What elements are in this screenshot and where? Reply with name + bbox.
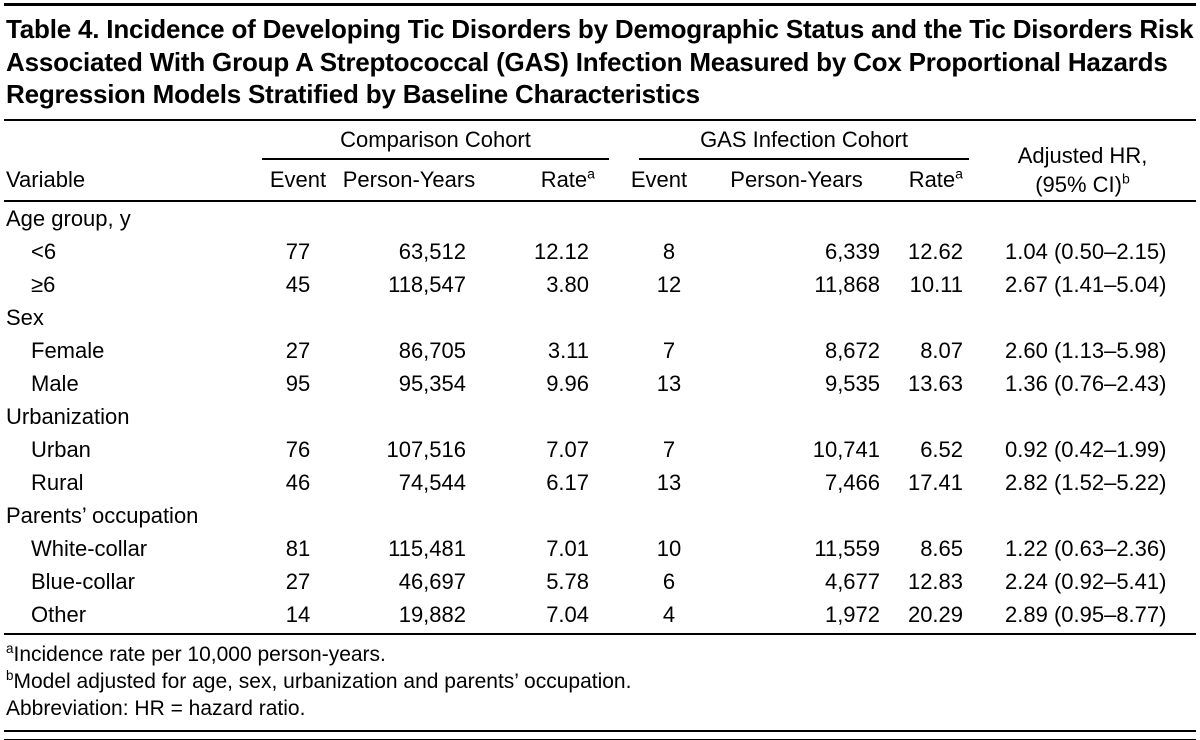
section-row-age-group	[4, 201, 1196, 235]
comparison-person-years-cell: 107,516	[386, 436, 466, 462]
gas-rate-cell: 6.52	[920, 436, 964, 462]
variable-cell: Other	[4, 598, 262, 634]
gas-person-years-cell: 1,972	[709, 598, 884, 634]
gas-cohort-label: GAS Infection Cohort	[639, 127, 969, 160]
comparison-cohort-label: Comparison Cohort	[262, 127, 609, 160]
gas-event-cell: 13	[656, 469, 682, 495]
adjusted-hr-header	[969, 122, 1196, 201]
footnote-a-marker: a	[955, 165, 964, 182]
footnote-a-marker: a	[587, 165, 596, 182]
variable-cell: ≥6	[31, 271, 56, 297]
table-row-other	[4, 598, 1196, 634]
gas-person-years-cell: 6,339	[824, 238, 881, 264]
rate-text: Rate	[540, 166, 588, 192]
gas-event-cell: 4	[609, 598, 709, 634]
comparison-person-years-cell: 74,544	[398, 469, 466, 495]
gas-rate-cell: 20.29	[884, 598, 969, 634]
gas-rate-cell: 12.62	[907, 238, 964, 264]
comparison-person-years-cell: 19,882	[334, 598, 484, 634]
gas-rate-header	[884, 160, 969, 201]
section-label: Urbanization	[6, 403, 130, 429]
comparison-person-years-cell: 86,705	[398, 337, 466, 363]
comparison-rate-cell: 7.01	[546, 535, 590, 561]
hr-ci-cell: 2.67 (1.41–5.04)	[1005, 271, 1167, 297]
hr-ci-cell: 0.92 (0.42–1.99)	[1005, 436, 1167, 462]
hr-ci-cell: 2.89 (0.95–8.77)	[969, 598, 1196, 634]
section-label: Parents’ occupation	[6, 502, 199, 528]
adjusted-hr-ci-text: (95% CI)	[1035, 171, 1122, 197]
comparison-event-cell: 45	[285, 271, 311, 297]
variable-cell: Rural	[31, 469, 84, 495]
table-row-male	[4, 367, 1196, 400]
empty-header-cell	[4, 122, 262, 160]
comparison-person-years-cell: 63,512	[398, 238, 466, 264]
table-footnotes	[4, 635, 1196, 733]
footnote-b-text: Model adjusted for age, sex, urbanization and parents’ occupation.	[13, 669, 632, 693]
comparison-rate-header	[484, 160, 609, 201]
comparison-event-cell: 81	[285, 535, 311, 561]
adjusted-hr-line1: Adjusted HR,	[1017, 143, 1148, 169]
gas-person-years-cell: 9,535	[824, 370, 881, 396]
table-title: Table 4. Incidence of Developing Tic Disorders by Demographic Status and the Tic Disorders Risk Associated With Group A Streptococcal (GAS) Infection Measured by Cox Proportional Hazards Regression Models Stratified by Baseline Characteristics	[4, 6, 1196, 121]
gas-rate-cell: 10.11	[909, 271, 964, 297]
table-row-urban	[4, 433, 1196, 466]
comparison-rate-cell: 3.80	[546, 271, 590, 297]
comparison-event-cell: 95	[285, 370, 311, 396]
abbreviation-note: Abbreviation: HR = hazard ratio.	[6, 697, 306, 721]
gas-person-years-cell: 7,466	[824, 469, 881, 495]
table-row-white-collar	[4, 532, 1196, 565]
table-header	[4, 122, 1196, 201]
comparison-rate-cell: 6.17	[546, 469, 590, 495]
comparison-event-cell: 76	[285, 436, 311, 462]
gas-person-years-cell: 4,677	[824, 568, 881, 594]
footnote-b-marker: b	[6, 667, 14, 683]
variable-column-header: Variable	[4, 160, 262, 201]
variable-cell: Urban	[31, 436, 91, 462]
footnote-b	[6, 668, 1194, 695]
rate-text: Rate	[908, 166, 956, 192]
variable-cell: Female	[31, 337, 105, 363]
hr-ci-cell: 1.04 (0.50–2.15)	[1005, 238, 1167, 264]
table-row-female	[4, 334, 1196, 367]
adjusted-hr-line2	[969, 171, 1196, 200]
comparison-person-years-cell: 46,697	[398, 568, 466, 594]
table-row-blue-collar	[4, 565, 1196, 598]
gas-cohort-group-header	[609, 122, 969, 160]
section-row-parents-occupation	[4, 499, 1196, 532]
comparison-rate-cell: 7.04	[484, 598, 609, 634]
comparison-rate-cell: 12.12	[533, 238, 590, 264]
gas-rate-cell: 8.07	[920, 337, 964, 363]
hr-ci-cell: 2.60 (1.13–5.98)	[1005, 337, 1167, 363]
gas-person-years-cell: 11,559	[814, 535, 881, 561]
table-row-6-and-over	[4, 268, 1196, 301]
comparison-event-header: Event	[262, 160, 334, 201]
gas-rate-cell: 12.83	[907, 568, 964, 594]
comparison-person-years-cell: 95,354	[398, 370, 466, 396]
gas-event-cell: 6	[662, 568, 676, 594]
variable-cell: <6	[31, 238, 57, 264]
section-row-sex	[4, 301, 1196, 334]
data-table	[4, 122, 1196, 635]
hr-ci-cell: 1.36 (0.76–2.43)	[1005, 370, 1167, 396]
table-row-under-6	[4, 235, 1196, 268]
hr-ci-cell: 2.24 (0.92–5.41)	[1005, 568, 1167, 594]
section-row-urbanization	[4, 400, 1196, 433]
variable-cell: Male	[31, 370, 79, 396]
comparison-event-cell: 77	[285, 238, 311, 264]
hr-ci-cell: 2.82 (1.52–5.22)	[1005, 469, 1167, 495]
comparison-rate-cell: 7.07	[546, 436, 590, 462]
table-body	[4, 201, 1196, 634]
gas-rate-cell: 8.65	[920, 535, 964, 561]
gas-event-cell: 12	[656, 271, 682, 297]
variable-cell: White-collar	[31, 535, 148, 561]
gas-person-years-cell: 8,672	[824, 337, 881, 363]
table-row-rural	[4, 466, 1196, 499]
gas-event-header: Event	[609, 160, 709, 201]
comparison-event-cell: 14	[262, 598, 334, 634]
gas-person-years-cell: 10,741	[812, 436, 881, 462]
comparison-rate-cell: 3.11	[547, 337, 590, 363]
gas-person-years-cell: 11,868	[814, 271, 881, 297]
gas-rate-cell: 17.41	[907, 469, 964, 495]
hr-ci-cell: 1.22 (0.63–2.36)	[1005, 535, 1167, 561]
footnote-a-text: Incidence rate per 10,000 person-years.	[13, 642, 386, 666]
section-label: Age group, y	[6, 205, 131, 231]
group-header-row	[4, 122, 1196, 160]
comparison-event-cell: 46	[285, 469, 311, 495]
comparison-rate-cell: 5.78	[546, 568, 590, 594]
gas-event-cell: 8	[662, 238, 676, 264]
variable-cell: Blue-collar	[31, 568, 135, 594]
comparison-person-years-cell: 115,481	[388, 535, 466, 561]
comparison-cohort-group-header	[262, 122, 609, 160]
comparison-rate-cell: 9.96	[546, 370, 590, 396]
gas-person-years-header: Person-Years	[709, 160, 884, 201]
footnote-a-marker: a	[6, 640, 14, 656]
section-label: Sex	[6, 304, 44, 330]
gas-event-cell: 7	[662, 436, 676, 462]
footnote-b-marker: b	[1121, 170, 1130, 187]
gas-event-cell: 10	[656, 535, 682, 561]
comparison-person-years-cell: 118,547	[388, 271, 466, 297]
footnote-a	[6, 641, 1194, 668]
comparison-event-cell: 27	[285, 337, 311, 363]
gas-event-cell: 13	[656, 370, 682, 396]
comparison-event-cell: 27	[285, 568, 311, 594]
gas-rate-cell: 13.63	[907, 370, 964, 396]
gas-event-cell: 7	[662, 337, 676, 363]
comparison-person-years-header: Person-Years	[334, 160, 484, 201]
